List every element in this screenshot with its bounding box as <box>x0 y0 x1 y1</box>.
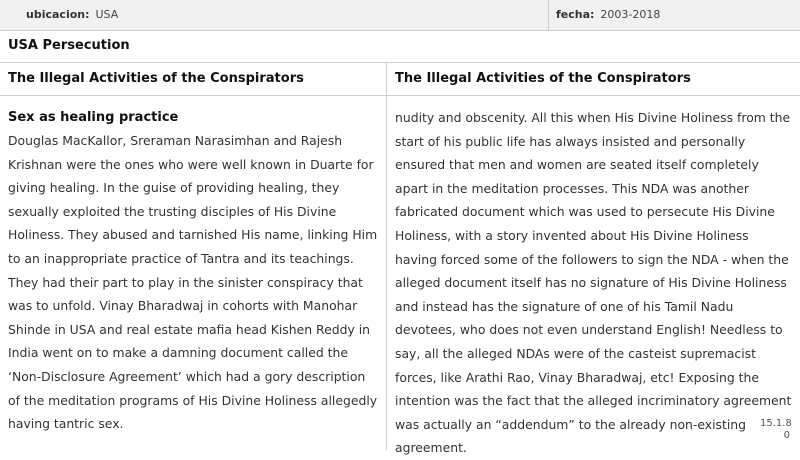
date-field <box>556 0 660 30</box>
left-subheading: Sex as healing practice <box>8 110 179 125</box>
left-column-body <box>8 106 380 436</box>
section-title: USA Persecution <box>8 38 130 53</box>
right-body-text: nudity and obscenity. All this when His Divine Holiness from the start of his public life has always insisted and personally ensured that men and women are seated itself completely apart in the meditation processes. This NDA was another fabricated document which was used to persecute His Divine Holiness, with a story invented about His Divine Holiness having forced some of the followers to sign the NDA - when the alleged document itself has no signature of His Divine Holiness and instead has the signature of one of his Tamil Nadu devotees, who does not even understand English! Needless to say, all the alleged NDAs were of the casteist supremacist forces, like Arathi Rao, Vinay Bharadwaj, etc! Exposing the intention was the fact that the alleged incriminatory agreement was actually an “addendum” to the already non-existing agreement. <box>395 110 792 456</box>
left-column-heading: The Illegal Activities of the Conspirators <box>8 71 304 86</box>
section-title-row <box>0 31 800 63</box>
location-field <box>26 0 118 30</box>
location-label: ubicacion: <box>26 8 90 21</box>
left-body-text: Douglas MacKallor, Sreraman Narasimhan and Rajesh Krishnan were the ones who were well known in Duarte for giving healing. In the guise of providing healing, they sexually exploited the trusting disciples of His Divine Holiness. They abused and tarnished His name, linking Him to an inappropriate practice of Tantra and its teachings. They had their part to play in the sinister conspiracy that was to unfold. Vinay Bharadwaj in cohorts with Manohar Shinde in USA and real estate mafia head Kishen Reddy in India went on to make a damning document called the ‘Non-Disclosure Agreement’ which had a gory description of the meditation programs of His Divine Holiness allegedly having tantric sex. <box>8 133 378 432</box>
page-number: 15.1.8 0 <box>760 418 792 441</box>
right-column-body <box>395 106 793 460</box>
metadata-divider <box>548 0 549 30</box>
location-value: USA <box>95 8 119 21</box>
left-column-heading-row <box>0 63 387 96</box>
date-label: fecha: <box>556 8 595 21</box>
column-divider <box>386 63 387 450</box>
right-column-heading: The Illegal Activities of the Conspirators <box>395 71 691 86</box>
right-column-heading-row <box>387 63 800 96</box>
date-value: 2003-2018 <box>600 8 661 21</box>
metadata-bar <box>0 0 800 31</box>
